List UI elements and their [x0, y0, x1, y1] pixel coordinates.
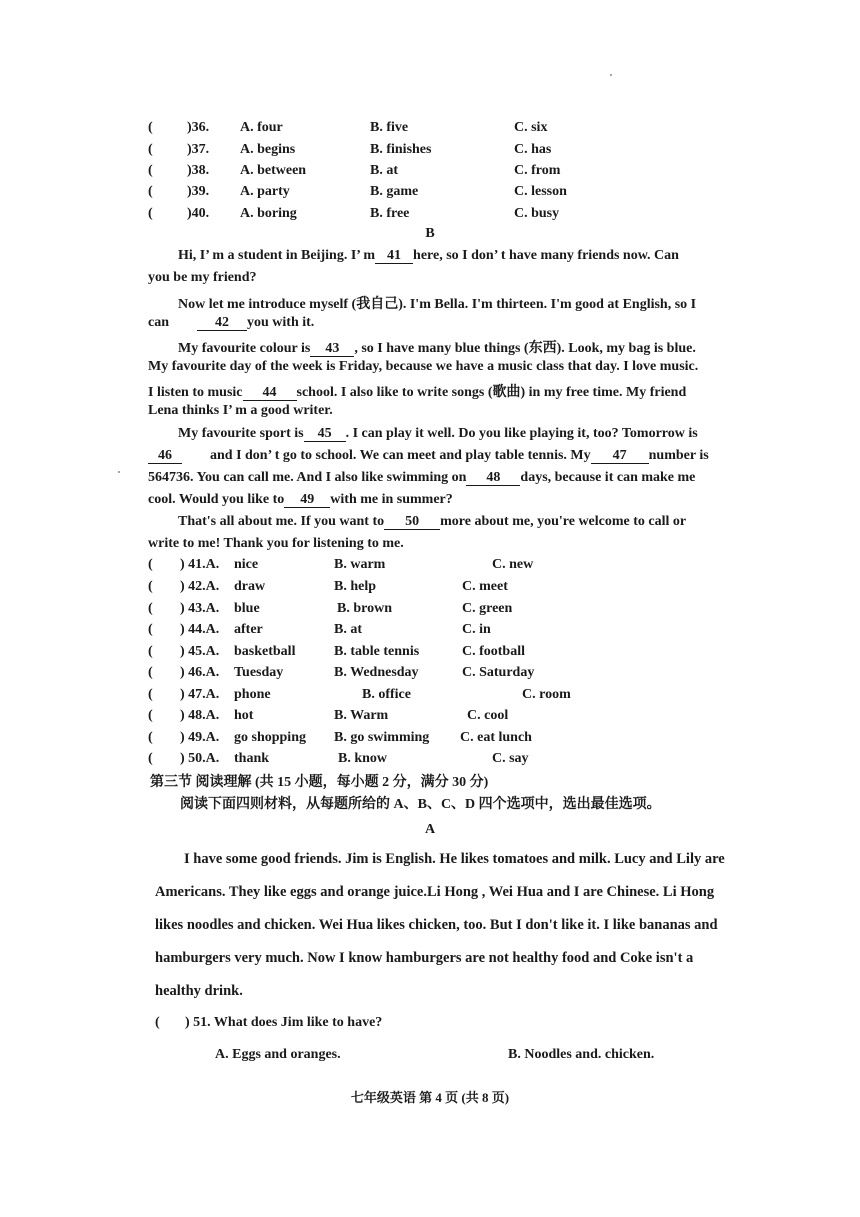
option-a: A. between	[240, 163, 307, 178]
passage-line: healthy drink.	[155, 983, 243, 999]
blank-50: 50	[384, 514, 440, 530]
question-number: ) 43.A.	[180, 601, 220, 616]
question-stem-row	[0, 1015, 860, 1035]
option-c: C. room	[522, 687, 571, 702]
blank-46: 46	[148, 448, 182, 464]
option-b: B. finishes	[370, 142, 432, 157]
question-number: ) 47.A.	[180, 687, 220, 702]
option-a: A. Eggs and oranges.	[215, 1047, 341, 1062]
question-number: ) 50.A.	[180, 751, 220, 766]
question-row	[0, 751, 860, 771]
answer-paren: (	[148, 579, 153, 594]
answer-paren: (	[148, 557, 153, 572]
question-number: ) 46.A.	[180, 665, 220, 680]
passage-line: you be my friend?	[148, 270, 257, 285]
question-number: )40.	[187, 206, 210, 221]
answer-paren: (	[148, 184, 153, 199]
question-number: ) 41.A.	[180, 557, 220, 572]
question-row	[0, 622, 860, 642]
option-b: B. at	[370, 163, 398, 178]
answer-paren: (	[148, 751, 153, 766]
passage-line: I listen to music 44 school. I also like to write songs (歌曲) in my free time. My friend	[148, 385, 687, 400]
answer-paren: (	[148, 206, 153, 221]
passage-line: I have some good friends. Jim is English. He likes tomatoes and milk. Lucy and Lily are	[184, 851, 725, 867]
question-number: ) 42.A.	[180, 579, 220, 594]
option-c: C. new	[492, 557, 534, 572]
blank-43: 43	[310, 341, 354, 357]
question-stem: ) 51. What does Jim like to have?	[185, 1015, 383, 1030]
passage-line: My favourite day of the week is Friday, because we have a music class that day. I love music.	[148, 359, 699, 374]
answer-paren: (	[148, 665, 153, 680]
option-b: B. at	[334, 622, 362, 637]
passage-line: Americans. They like eggs and orange juice.Li Hong , Wei Hua and I are Chinese. Li Hong	[155, 884, 715, 900]
blank-45: 45	[304, 426, 346, 442]
blank-47: 47	[591, 448, 649, 464]
option-a: phone	[234, 687, 271, 702]
question-row	[0, 142, 860, 162]
option-c: C. from	[514, 163, 561, 178]
question-row	[0, 687, 860, 707]
option-b: B. game	[370, 184, 419, 199]
question-number: )38.	[187, 163, 210, 178]
passage-line: That's all about me. If you want to 50 more about me, you're welcome to call or	[178, 514, 687, 529]
section-a-heading: A	[424, 822, 436, 837]
option-a: blue	[234, 601, 260, 616]
passage-line: My favourite sport is 45 . I can play it well. Do you like playing it, too? Tomorrow is	[178, 426, 698, 441]
option-a: A. party	[240, 184, 290, 199]
answer-paren: (	[148, 687, 153, 702]
blank-41: 41	[375, 248, 413, 264]
question-row	[0, 579, 860, 599]
option-c: C. busy	[514, 206, 560, 221]
option-c: C. six	[514, 120, 548, 135]
option-a: basketball	[234, 644, 296, 659]
option-b: B. Wednesday	[334, 665, 419, 680]
section-3-title: 第三节 阅读理解 (共 15 小题，每小题 2 分，满分 30 分)	[150, 775, 489, 790]
question-number: ) 45.A.	[180, 644, 220, 659]
answer-paren: (	[148, 601, 153, 616]
passage-line: Lena thinks I’ m a good writer.	[148, 403, 333, 418]
question-row	[0, 665, 860, 685]
option-b: B. warm	[334, 557, 386, 572]
blank-42: 42	[197, 315, 247, 331]
option-c: C. say	[492, 751, 529, 766]
question-options-row	[0, 1047, 860, 1067]
question-row	[0, 184, 860, 204]
option-b: B. help	[334, 579, 377, 594]
option-b: B. brown	[337, 601, 392, 616]
option-b: B. know	[338, 751, 388, 766]
option-c: C. green	[462, 601, 513, 616]
option-c: C. lesson	[514, 184, 567, 199]
question-number: ) 49.A.	[180, 730, 220, 745]
passage-line: likes noodles and chicken. Wei Hua likes chicken, too. But I don't like it. I like bananas and	[155, 917, 718, 933]
blank-48: 48	[466, 470, 520, 486]
section-b-heading: B	[425, 226, 435, 241]
scan-speck	[610, 74, 612, 76]
option-b: B. go swimming	[334, 730, 430, 745]
option-a: A. begins	[240, 142, 296, 157]
blank-49: 49	[284, 492, 330, 508]
section-3-instruction: 阅读下面四则材料，从每题所给的 A、B、C、D 四个选项中，选出最佳选项。	[180, 797, 661, 812]
answer-paren: (	[155, 1015, 160, 1030]
option-a: thank	[234, 751, 270, 766]
answer-paren: (	[148, 644, 153, 659]
option-c: C. has	[514, 142, 552, 157]
scan-speck	[118, 471, 120, 473]
option-c: C. cool	[467, 708, 509, 723]
option-c: C. eat lunch	[460, 730, 532, 745]
passage-line: Now let me introduce myself (我自己). I'm Bella. I'm thirteen. I'm good at English, so I	[178, 297, 697, 312]
question-row	[0, 601, 860, 621]
question-row	[0, 163, 860, 183]
passage-line: can 42 you with it.	[148, 315, 315, 330]
option-b: B. table tennis	[334, 644, 420, 659]
option-c: C. Saturday	[462, 665, 535, 680]
option-b: B. office	[362, 687, 411, 702]
option-b: B. free	[370, 206, 410, 221]
option-a: draw	[234, 579, 266, 594]
passage-line: My favourite colour is 43 , so I have many blue things (东西). Look, my bag is blue.	[178, 341, 696, 356]
option-b: B. Noodles and. chicken.	[508, 1047, 655, 1062]
question-number: )37.	[187, 142, 210, 157]
option-a: Tuesday	[234, 665, 284, 680]
passage-line: 46 and I don’ t go to school. We can meet and play table tennis. My 47 number is	[148, 448, 754, 464]
answer-paren: (	[148, 163, 153, 178]
option-a: A. four	[240, 120, 283, 135]
page-footer: 七年级英语 第 4 页 (共 8 页)	[350, 1090, 510, 1105]
option-a: hot	[234, 708, 254, 723]
option-b: B. five	[370, 120, 409, 135]
passage-line: write to me! Thank you for listening to me.	[148, 536, 404, 551]
answer-paren: (	[148, 142, 153, 157]
option-a: nice	[234, 557, 259, 572]
question-number: )36.	[187, 120, 210, 135]
option-c: C. in	[462, 622, 491, 637]
question-number: )39.	[187, 184, 210, 199]
question-row	[0, 730, 860, 750]
option-c: C. meet	[462, 579, 508, 594]
answer-paren: (	[148, 708, 153, 723]
option-c: C. football	[462, 644, 525, 659]
passage-line: hamburgers very much. Now I know hamburgers are not healthy food and Coke isn't a	[155, 950, 694, 966]
option-b: B. Warm	[334, 708, 389, 723]
passage-line: 564736. You can call me. And I also like swimming on 48 days, because it can make me	[148, 470, 696, 485]
question-row	[0, 557, 860, 577]
option-a: A. boring	[240, 206, 297, 221]
answer-paren: (	[148, 622, 153, 637]
question-row	[0, 206, 860, 226]
passage-line: Hi, I’ m a student in Beijing. I’ m 41 here, so I don’ t have many friends now. Can	[178, 248, 679, 263]
question-row	[0, 644, 860, 664]
question-row	[0, 708, 860, 728]
blank-44: 44	[243, 385, 297, 401]
answer-paren: (	[148, 730, 153, 745]
passage-line: cool. Would you like to 49 with me in summer?	[148, 492, 453, 507]
question-number: ) 48.A.	[180, 708, 220, 723]
question-row	[0, 120, 860, 140]
option-a: go shopping	[234, 730, 306, 745]
answer-paren: (	[148, 120, 153, 135]
question-number: ) 44.A.	[180, 622, 220, 637]
option-a: after	[234, 622, 263, 637]
